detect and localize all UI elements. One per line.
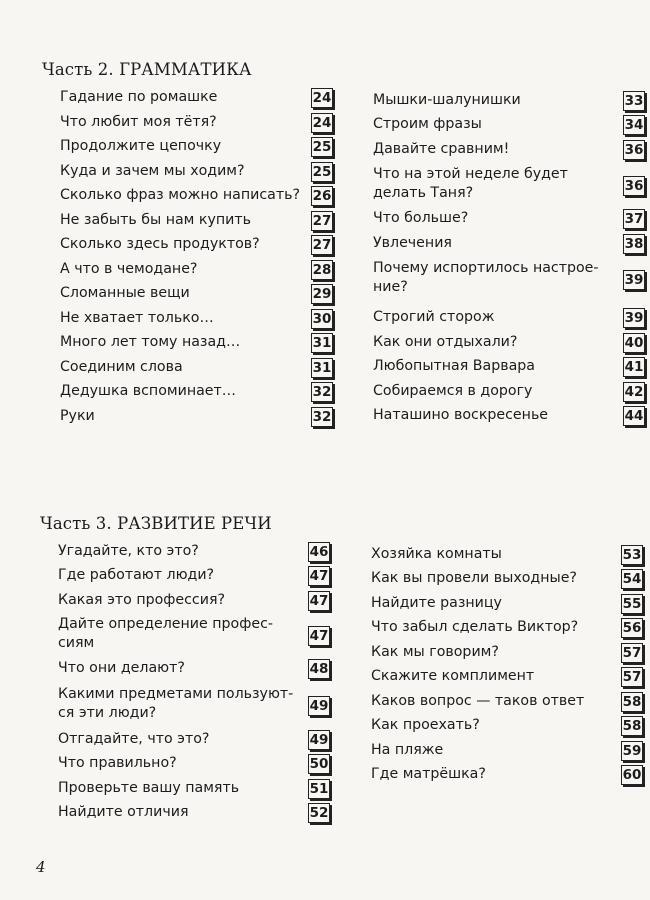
page-number-box: 31 bbox=[312, 335, 332, 351]
entry-title: Мышки-шалунишки bbox=[373, 92, 521, 108]
entry-title: Найдите разницу bbox=[371, 595, 502, 611]
entry-title: Сломанные вещи bbox=[60, 285, 190, 301]
part2-right-column bbox=[373, 91, 645, 436]
toc-entry bbox=[373, 209, 468, 228]
page-number-box: 47 bbox=[309, 593, 329, 609]
entry-title: Как проехать? bbox=[371, 717, 480, 733]
page-number-box: 57 bbox=[622, 669, 642, 685]
toc-entry bbox=[373, 357, 535, 376]
entry-title: Продолжите цепочку bbox=[60, 138, 222, 154]
entry-title: Где матрёшка? bbox=[371, 766, 486, 782]
entry-title: Что любит моя тётя? bbox=[60, 113, 217, 130]
entry-title: Куда и зачем мы ходим? bbox=[60, 162, 245, 179]
toc-entry bbox=[58, 542, 199, 561]
entry-title: Найдите отличия bbox=[58, 804, 189, 820]
entry-title: Отгадайте, что это? bbox=[58, 731, 210, 747]
toc-entry bbox=[373, 308, 494, 327]
toc-entry bbox=[371, 569, 577, 588]
toc-entry bbox=[60, 186, 300, 205]
entry-title: Проверьте вашу память bbox=[58, 780, 240, 796]
page-number-box: 42 bbox=[624, 384, 644, 400]
page-number-box: 26 bbox=[312, 188, 332, 204]
page-number-box: 47 bbox=[309, 568, 329, 584]
toc-entry bbox=[60, 211, 251, 230]
entry-title: Каков вопрос — таков ответ bbox=[371, 693, 585, 709]
toc-entry bbox=[371, 545, 502, 564]
toc-entry bbox=[60, 309, 214, 328]
page-number-box: 52 bbox=[309, 805, 329, 821]
entry-title: Наташино воскресенье bbox=[373, 407, 549, 423]
toc-entry bbox=[58, 659, 185, 678]
page-number-box: 59 bbox=[622, 743, 642, 759]
page-number-box: 58 bbox=[622, 718, 642, 734]
toc-entry bbox=[58, 591, 225, 610]
entry-title: Почему испортилось настрое- bbox=[373, 260, 599, 276]
page-number-box: 47 bbox=[309, 628, 329, 644]
page-number-box: 50 bbox=[309, 756, 329, 772]
page-number-box: 30 bbox=[312, 310, 332, 327]
page-number-box: 40 bbox=[624, 335, 644, 351]
toc-entry bbox=[60, 113, 217, 132]
toc-entry bbox=[60, 333, 240, 352]
entry-title: Хозяйка комнаты bbox=[371, 546, 502, 562]
toc-entry bbox=[373, 333, 517, 352]
entry-title: Дайте определение профес- bbox=[58, 616, 274, 632]
toc-entry bbox=[58, 730, 209, 749]
page-number-box: 25 bbox=[312, 163, 332, 180]
entry-title: Что они делают? bbox=[58, 660, 185, 676]
page-number-box: 38 bbox=[624, 236, 644, 252]
entry-title: Что на этой неделе будет bbox=[373, 165, 568, 182]
page-number-box: 46 bbox=[309, 544, 329, 560]
page-number-box: 31 bbox=[312, 359, 332, 376]
page-number-box: 39 bbox=[624, 310, 644, 326]
toc-entry bbox=[60, 235, 260, 254]
entry-title: Много лет тому назад… bbox=[60, 334, 241, 350]
toc-entry bbox=[371, 594, 502, 613]
page-number-box: 57 bbox=[622, 645, 642, 661]
page-number-box: 36 bbox=[624, 177, 644, 194]
page-number-box: 29 bbox=[312, 286, 332, 302]
entry-title: Какая это профессия? bbox=[58, 592, 226, 608]
toc-entry bbox=[60, 162, 245, 181]
entry-title: Собираемся в дорогу bbox=[373, 383, 533, 399]
entry-title: Скажите комплимент bbox=[371, 668, 535, 684]
page-number-box: 28 bbox=[312, 261, 332, 278]
entry-title: Строгий сторож bbox=[373, 309, 495, 325]
page-number-box: 49 bbox=[309, 698, 329, 714]
part3-left-column bbox=[58, 542, 333, 832]
toc-entry bbox=[58, 779, 239, 798]
toc-entry bbox=[373, 382, 532, 401]
part2-left-column bbox=[60, 88, 338, 433]
toc-entry bbox=[373, 165, 568, 203]
entry-title: Сколько здесь продуктов? bbox=[60, 236, 260, 252]
entry-title: Любопытная Варвара bbox=[373, 358, 535, 374]
entry-title: Что забыл сделать Виктор? bbox=[371, 619, 579, 635]
page-number-box: 24 bbox=[312, 90, 332, 106]
page-number-box: 27 bbox=[312, 212, 332, 229]
page-number: 4 bbox=[36, 858, 46, 876]
entry-title: Угадайте, кто это? bbox=[58, 543, 199, 559]
toc-entry bbox=[371, 618, 578, 637]
entry-title: Сколько фраз можно написать? bbox=[60, 187, 300, 203]
entry-title: Давайте сравним! bbox=[373, 141, 510, 157]
toc-entry bbox=[371, 765, 486, 784]
entry-title: А что в чемодане? bbox=[60, 260, 198, 277]
toc-entry bbox=[60, 407, 95, 426]
page-number-box: 58 bbox=[622, 694, 642, 710]
toc-entry bbox=[60, 260, 197, 279]
toc-entry bbox=[60, 88, 217, 107]
page-number-box: 24 bbox=[312, 114, 332, 131]
toc-entry bbox=[371, 667, 534, 686]
toc-entry bbox=[60, 382, 236, 401]
toc-entry bbox=[373, 234, 452, 253]
toc-entry bbox=[371, 692, 584, 711]
entry-title: Гадание по ромашке bbox=[60, 89, 218, 105]
page-number-box: 34 bbox=[624, 117, 644, 133]
toc-entry bbox=[371, 741, 443, 760]
entry-title: Строим фразы bbox=[373, 116, 482, 132]
entry-title-continued: делать Таня? bbox=[373, 184, 474, 201]
page-number-box: 25 bbox=[312, 139, 332, 155]
entry-title: На пляже bbox=[371, 742, 444, 758]
page-number-box: 27 bbox=[312, 237, 332, 253]
entry-title: Не забыть бы нам купить bbox=[60, 211, 251, 228]
page-number-box: 49 bbox=[309, 732, 329, 748]
entry-title: Дедушка вспоминает… bbox=[60, 383, 236, 399]
entry-title: Руки bbox=[60, 407, 95, 424]
entry-title: Как мы говорим? bbox=[371, 644, 499, 660]
entry-title: Что правильно? bbox=[58, 755, 177, 771]
page-number-box: 51 bbox=[309, 781, 329, 797]
toc-entry bbox=[58, 566, 214, 585]
page-number-box: 33 bbox=[624, 93, 644, 109]
part2-heading: Часть 2. ГРАММАТИКА bbox=[42, 60, 252, 79]
entry-title: Не хватает только… bbox=[60, 309, 214, 326]
toc-entry bbox=[373, 115, 482, 134]
toc-entry bbox=[60, 137, 221, 156]
toc-entry bbox=[373, 140, 509, 159]
toc-entry bbox=[373, 91, 521, 110]
entry-title: Что больше? bbox=[373, 210, 469, 226]
toc-entry bbox=[58, 615, 273, 653]
entry-title-continued: сиям bbox=[58, 635, 95, 651]
toc-entry bbox=[371, 643, 499, 662]
page-number-box: 53 bbox=[622, 547, 642, 563]
entry-title: Как вы провели выходные? bbox=[371, 570, 577, 586]
entry-title: Увлечения bbox=[373, 235, 452, 251]
page-number-box: 36 bbox=[624, 142, 644, 158]
toc-entry bbox=[373, 406, 548, 425]
entry-title-continued: ся эти люди? bbox=[58, 705, 157, 721]
page-number-box: 32 bbox=[312, 408, 332, 425]
toc-entry bbox=[60, 358, 183, 377]
page-number-box: 56 bbox=[622, 620, 642, 636]
entry-title: Где работают люди? bbox=[58, 567, 215, 583]
entry-title: Как они отдыхали? bbox=[373, 334, 518, 350]
part3-right-column bbox=[371, 545, 645, 795]
page-number-box: 54 bbox=[622, 571, 642, 587]
page-number-box: 41 bbox=[624, 359, 644, 375]
toc-entry bbox=[60, 284, 190, 303]
page-number-box: 39 bbox=[624, 272, 644, 288]
toc-entry bbox=[371, 716, 480, 735]
page-number-box: 37 bbox=[624, 211, 644, 227]
toc-entry bbox=[58, 754, 177, 773]
toc-entry bbox=[58, 685, 293, 723]
page-number-box: 32 bbox=[312, 384, 332, 400]
page-number-box: 55 bbox=[622, 596, 642, 612]
part3-heading: Часть 3. РАЗВИТИЕ РЕЧИ bbox=[40, 514, 272, 533]
page-number-box: 44 bbox=[624, 408, 644, 424]
page-number-box: 48 bbox=[309, 661, 329, 677]
entry-title: Соединим слова bbox=[60, 358, 183, 375]
page-number-box: 60 bbox=[622, 767, 642, 783]
entry-title-continued: ние? bbox=[373, 279, 408, 295]
entry-title: Какими предметами пользуют- bbox=[58, 686, 294, 702]
toc-entry bbox=[58, 803, 189, 822]
toc-entry bbox=[373, 259, 599, 297]
